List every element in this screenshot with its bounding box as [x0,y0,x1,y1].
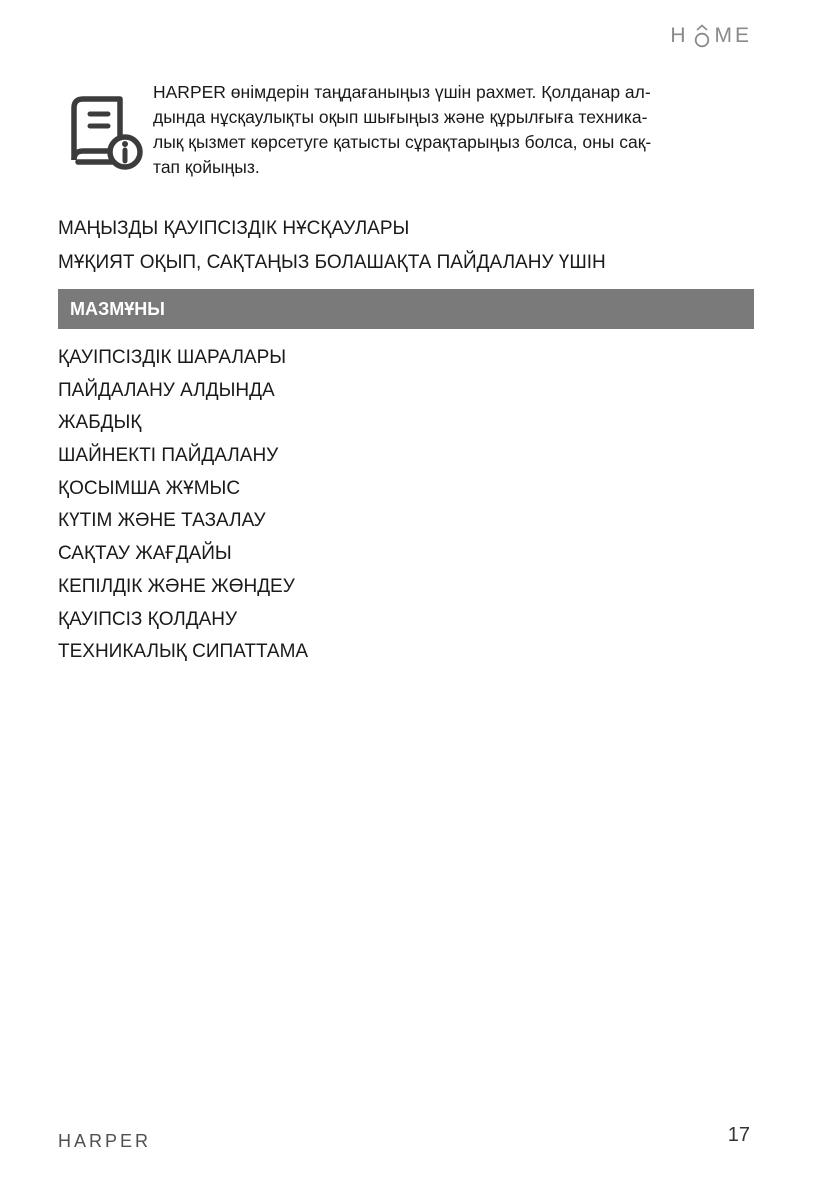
contents-item-safe-use: ҚАУІПСІЗ ҚОЛДАНУ [58,608,238,630]
read-carefully-notice: МҰҚИЯТ ОҚЫП, САҚТАҢЫЗ БОЛАШАҚТА ПАЙДАЛАНУ ҮШІН [58,252,606,273]
contents-item-care-cleaning: КҮТІМ ЖӘНЕ ТАЗАЛАУ [58,510,266,532]
home-logo-roof-o-icon [692,24,712,48]
contents-item-warranty-repair: КЕПІЛДІК ЖӘНЕ ЖӨНДЕУ [58,575,295,597]
home-logo-letters-me: ME [714,24,752,47]
contents-list [58,345,308,672]
home-logo-letter-h: H [670,24,689,47]
harper-brand-logo: HARPER [58,1131,152,1151]
intro-paragraph: HARPER өнімдерін таңдағаныңыз үшін рахмет. Қолданар ал- дында нұсқаулықты оқып шығыңыз және құрылғыға техника- лық қызмет көрсетуге қатысты сұрақтарыңыз болса, оны сақ- тап қойыңыз. [153,82,652,177]
contents-item-safety-measures: ҚАУІПСІЗДІК ШАРАЛАРЫ [58,347,287,368]
contents-item-additional-operation: ҚОСЫМША ЖҰМЫС [58,477,241,499]
home-logo [670,24,752,48]
contents-item-storage-conditions: САҚТАУ ЖАҒДАЙЫ [58,543,232,565]
manual-book-info-icon [66,94,144,172]
safety-notice-title: МАҢЫЗДЫ ҚАУІПСІЗДІК НҰСҚАУЛАРЫ [58,218,410,239]
contents-heading-bar [58,289,754,329]
contents-item-technical-specs: ТЕХНИКАЛЫҚ СИПАТТАМА [58,641,309,663]
contents-item-equipment: ЖАБДЫҚ [58,412,142,434]
contents-heading: МАЗМҰНЫ [70,298,165,319]
contents-item-before-use: ПАЙДАЛАНУ АЛДЫНДА [58,379,275,401]
page-number: 17 [727,1124,750,1146]
contents-item-using-kettle: ШАЙНЕКТІ ПАЙДАЛАНУ [58,445,279,467]
